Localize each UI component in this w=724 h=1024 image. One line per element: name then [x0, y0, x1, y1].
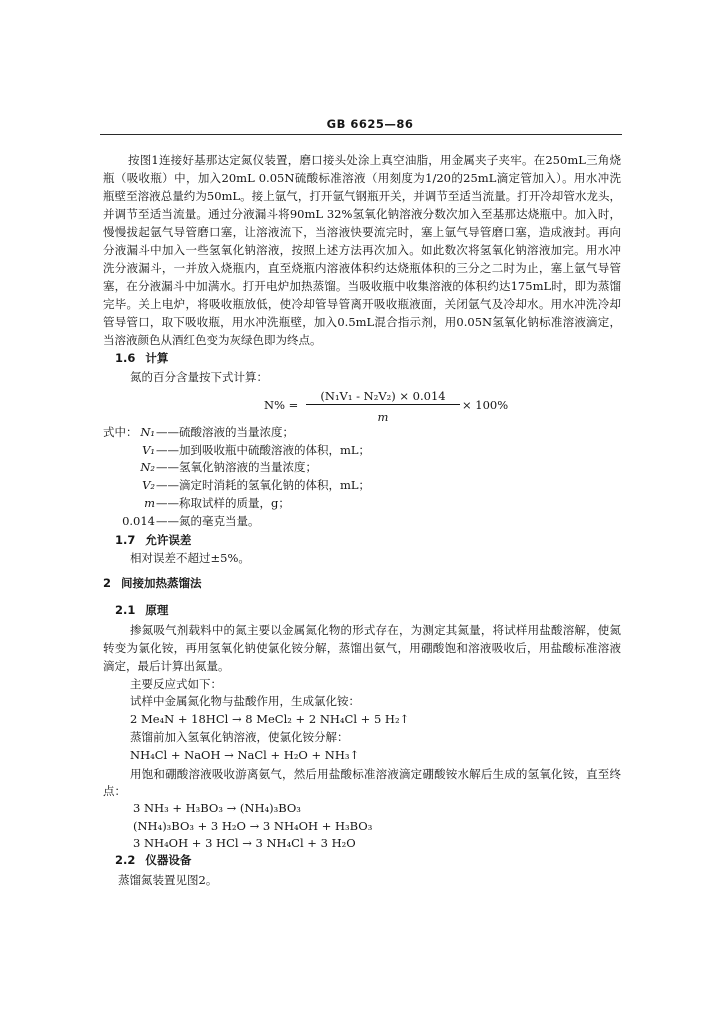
variable-symbol: m	[144, 496, 155, 510]
procedure-line: 按图1连接好基那达定氮仪装置，磨口接头处涂上真空油脂，用金属夹子夹牢。在250mL三角烧	[128, 153, 621, 167]
reaction-step-text: 试样中金属氮化物与盐酸作用，生成氯化铵：	[130, 694, 360, 708]
variable-definition	[103, 441, 523, 459]
reaction-step-text: 点：	[103, 784, 126, 798]
where-label: 式中：	[103, 425, 138, 439]
procedure-line: 洗分液漏斗，一并放入烧瓶内，直至烧瓶内溶液体积约达烧瓶体积的三分之二时为止，塞上氩气导管	[103, 261, 621, 275]
procedure-line: 塞，在分液漏斗中加满水。打开电炉加热蒸馏。当吸收瓶中收集溶液的体积约达175mL时，即为蒸馏	[103, 279, 621, 293]
section-title: 间接加热蒸馏法	[121, 576, 202, 590]
reaction-equation: NH₄Cl + NaOH → NaCl + H₂O + NH₃↑	[130, 748, 360, 762]
tolerance-text: 相对误差不超过±5%。	[130, 551, 250, 565]
variable-definition	[103, 476, 523, 494]
procedure-line: 当溶液颜色从酒红色变为灰绿色即为终点。	[103, 333, 322, 347]
principle-line: 转变为氯化铵，再用氢氧化钠使氯化铵分解，蒸馏出氨气，用硼酸饱和溶液吸收后，用盐酸标准溶液	[103, 641, 621, 655]
section-number: 2	[103, 576, 112, 590]
section-number: 2.1	[115, 603, 136, 617]
procedure-line: 并调节至适当流量。通过分液漏斗将90mL 32%氢氧化钠溶液分数次加入至基那达烧瓶中。加入时，	[103, 207, 621, 221]
section-number: 1.6	[115, 351, 136, 365]
reaction-equation: (NH₄)₃BO₃ + 3 H₂O → 3 NH₄OH + H₃BO₃	[133, 819, 373, 833]
variable-symbol: N₁	[140, 425, 155, 439]
formula-factor: × 100%	[462, 398, 509, 412]
calculation-intro: 氮的百分含量按下式计算：	[130, 370, 268, 384]
section-heading-calculation	[115, 349, 168, 367]
section-heading-principle	[115, 601, 168, 619]
section-title: 仪器设备	[145, 853, 192, 867]
variable-description: ——滴定时消耗的氢氧化钠的体积，mL；	[156, 478, 371, 492]
section-heading-indirect-distillation	[103, 574, 202, 592]
variable-description: ——硫酸溶液的当量浓度；	[156, 425, 294, 439]
variable-definition	[103, 458, 523, 476]
reaction-equation: 2 Me₄N + 18HCl → 8 MeCl₂ + 2 NH₄Cl + 5 H₂↑	[130, 712, 410, 726]
section-title: 计算	[145, 351, 169, 365]
principle-line: 滴定，最后计算出氮量。	[103, 659, 230, 673]
procedure-line: 慢慢拔起氩气导管磨口塞，让溶液流下，当溶液快要流完时，塞上氩气导管磨口塞，造成液封。再向	[103, 225, 621, 239]
procedure-line: 瓶（吸收瓶）中，加入20mL 0.05N硫酸标准溶液（用刻度为1/20的25mL滴定管加入）。用水冲洗	[103, 171, 621, 185]
reaction-equation: 3 NH₃ + H₃BO₃ → (NH₄)₃BO₃	[133, 801, 301, 815]
procedure-line: 管导管口，取下吸收瓶，用水冲洗瓶壁，加入0.5mL混合指示剂，用0.05N氢氧化钠标准溶液滴定，	[103, 315, 621, 329]
variable-symbol: N₂	[140, 460, 155, 474]
standard-code-header: GB 6625—86	[326, 117, 414, 131]
variable-description: ——称取试样的质量，g；	[156, 496, 290, 510]
section-heading-tolerance	[115, 531, 191, 549]
fraction-bar	[306, 404, 460, 405]
reaction-step-text: 用饱和硼酸溶液吸收游离氨气，然后用盐酸标准溶液滴定硼酸铵水解后生成的氢氧化铵，直至终	[130, 767, 621, 781]
variable-definition	[103, 512, 523, 530]
formula-numerator: (N₁V₁ - N₂V₂) × 0.014	[320, 389, 446, 403]
procedure-line: 完毕。关上电炉，将吸收瓶放低，使冷却管导管离开吸收瓶液面，关闭氩气及冷却水。用水冲洗冷却	[103, 297, 621, 311]
section-heading-apparatus	[115, 851, 191, 869]
variable-description: ——氮的毫克当量。	[156, 514, 260, 528]
reaction-step-text: 蒸馏前加入氢氧化钠溶液，使氯化铵分解：	[130, 730, 349, 744]
section-title: 允许误差	[145, 533, 192, 547]
header-rule	[100, 134, 622, 135]
variable-symbol: V₂	[142, 478, 155, 492]
variable-description: ——氢氧化钠溶液的当量浓度；	[156, 460, 317, 474]
variable-definition	[103, 423, 523, 441]
reaction-equation: 3 NH₄OH + 3 HCl → 3 NH₄Cl + 3 H₂O	[133, 836, 356, 850]
formula-lhs: N% =	[264, 398, 299, 412]
variable-symbol: 0.014	[122, 514, 155, 528]
variable-definition	[103, 494, 523, 512]
variable-description: ——加到吸收瓶中硫酸溶液的体积，mL；	[156, 443, 371, 457]
section-number: 1.7	[115, 533, 136, 547]
principle-line: 掺氮吸气剂载料中的氮主要以金属氮化物的形式存在，为测定其氮量，将试样用盐酸溶解，使氮	[130, 623, 621, 637]
section-title: 原理	[145, 603, 169, 617]
procedure-line: 瓶壁至溶液总量约为50mL。接上氩气，打开氩气钢瓶开关，并调节至适当流量。打开冷却管水龙头，	[103, 189, 621, 203]
reactions-intro: 主要反应式如下：	[130, 677, 222, 691]
formula-denominator: m	[377, 410, 389, 424]
variable-symbol: V₁	[142, 443, 155, 457]
procedure-line: 分液漏斗中加入一些氢氧化钠溶液，按照上述方法再次加入。如此数次将氢氧化钠溶液加完。用水冲	[103, 243, 621, 257]
section-number: 2.2	[115, 853, 136, 867]
nitrogen-percentage-formula	[250, 383, 520, 425]
apparatus-text: 蒸馏氮装置见图2。	[118, 873, 218, 887]
